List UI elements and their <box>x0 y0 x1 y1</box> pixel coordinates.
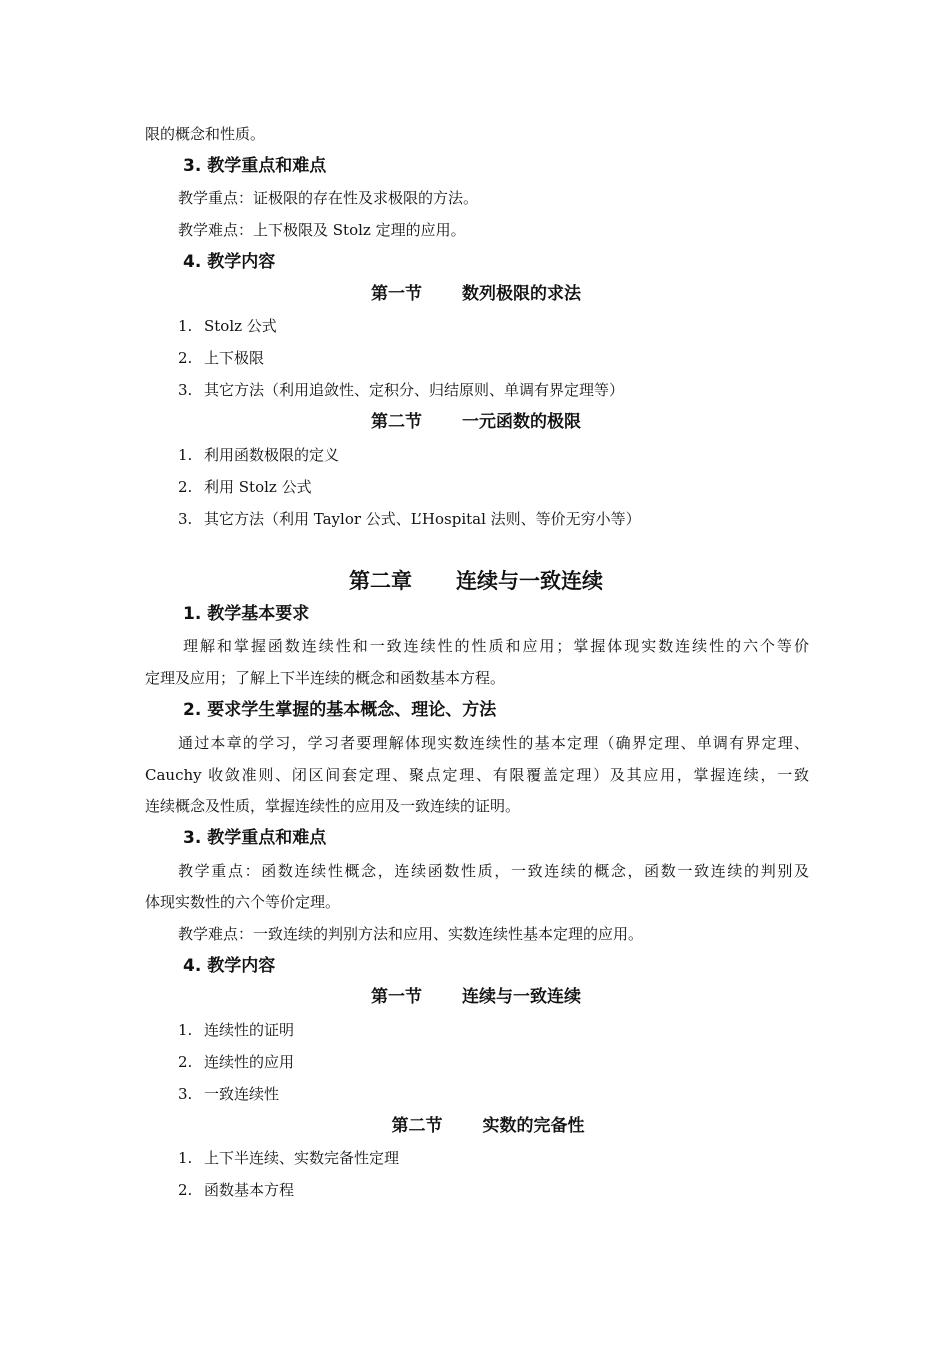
section-number: 第二节 <box>391 1116 443 1136</box>
section-number: 第二节 <box>371 412 422 432</box>
paragraph-line: Cauchy 收敛准则、闭区间套定理、聚点定理、有限覆盖定理）及其应用，掌握连续，一致 <box>145 766 809 784</box>
key-point-text: 教学重点：证极限的存在性及求极限的方法。 <box>178 189 479 207</box>
section-title <box>0 412 952 432</box>
list-number: 2. <box>178 1053 193 1071</box>
list-text: 其它方法（利用追敛性、定积分、归结原则、单调有界定理等） <box>204 381 625 399</box>
list-number: 2. <box>178 1181 193 1199</box>
list-item <box>178 510 641 528</box>
list-item <box>178 317 277 335</box>
list-item <box>178 381 624 399</box>
chapter-title <box>0 568 952 594</box>
list-number: 3. <box>178 510 193 528</box>
paragraph-line: 教学重点：函数连续性概念，连续函数性质，一致连续的概念，函数一致连续的判别及 <box>178 862 809 880</box>
list-item <box>178 1021 294 1039</box>
chapter-number: 第二章 <box>349 569 412 593</box>
list-number: 1. <box>178 1149 193 1167</box>
chapter-name: 连续与一致连续 <box>456 569 603 593</box>
list-number: 3. <box>178 381 193 399</box>
list-text: 利用函数极限的定义 <box>204 446 340 464</box>
list-text: 上下极限 <box>204 349 265 367</box>
list-number: 2. <box>178 478 193 496</box>
section-name: 实数的完备性 <box>482 1116 585 1136</box>
section-number: 第一节 <box>371 987 422 1007</box>
list-item <box>178 349 264 367</box>
list-text: 一致连续性 <box>204 1085 280 1103</box>
section-name: 连续与一致连续 <box>462 987 581 1007</box>
list-text: 函数基本方程 <box>204 1181 295 1199</box>
list-item <box>178 1181 294 1199</box>
section-name: 数列极限的求法 <box>462 284 581 304</box>
section-title <box>12 1116 952 1136</box>
list-item <box>178 1149 399 1167</box>
difficulty-text: 教学难点：一致连续的判别方法和应用、实数连续性基本定理的应用。 <box>178 925 644 943</box>
list-item <box>178 446 339 464</box>
heading-requirements: 1. 教学基本要求 <box>183 604 310 624</box>
list-number: 1. <box>178 446 193 464</box>
section-number: 第一节 <box>371 284 422 304</box>
list-item <box>178 478 312 496</box>
list-item <box>178 1053 294 1071</box>
list-number: 2. <box>178 349 193 367</box>
difficulty-text: 教学难点：上下极限及 Stolz 定理的应用。 <box>178 221 466 239</box>
list-number: 1. <box>178 317 193 335</box>
section-name: 一元函数的极限 <box>462 412 581 432</box>
list-number: 3. <box>178 1085 193 1103</box>
section-title <box>0 987 952 1007</box>
paragraph-continuation: 限的概念和性质。 <box>145 125 266 143</box>
paragraph-line: 体现实数性的六个等价定理。 <box>145 893 341 911</box>
paragraph-line: 定理及应用；了解上下半连续的概念和函数基本方程。 <box>145 669 506 687</box>
list-number: 1. <box>178 1021 193 1039</box>
heading-content: 4. 教学内容 <box>183 956 276 976</box>
heading-key-points: 3. 教学重点和难点 <box>183 156 327 176</box>
list-item <box>178 1085 279 1103</box>
list-text: 利用 Stolz 公式 <box>204 478 312 496</box>
paragraph-line: 通过本章的学习，学习者要理解体现实数连续性的基本定理（确界定理、单调有界定理、 <box>178 734 809 752</box>
section-title <box>0 284 952 304</box>
paragraph-line: 连续概念及性质，掌握连续性的应用及一致连续的证明。 <box>145 797 521 815</box>
paragraph-line: 理解和掌握函数连续性和一致连续性的性质和应用；掌握体现实数连续性的六个等价 <box>183 637 809 655</box>
list-text: 其它方法（利用 Taylor 公式、L’Hospital 法则、等价无穷小等） <box>204 510 641 528</box>
list-text: Stolz 公式 <box>204 317 277 335</box>
list-text: 上下半连续、实数完备性定理 <box>204 1149 400 1167</box>
list-text: 连续性的应用 <box>204 1053 295 1071</box>
heading-content: 4. 教学内容 <box>183 252 276 272</box>
list-text: 连续性的证明 <box>204 1021 295 1039</box>
heading-concepts: 2. 要求学生掌握的基本概念、理论、方法 <box>183 700 497 720</box>
heading-key-points: 3. 教学重点和难点 <box>183 828 327 848</box>
